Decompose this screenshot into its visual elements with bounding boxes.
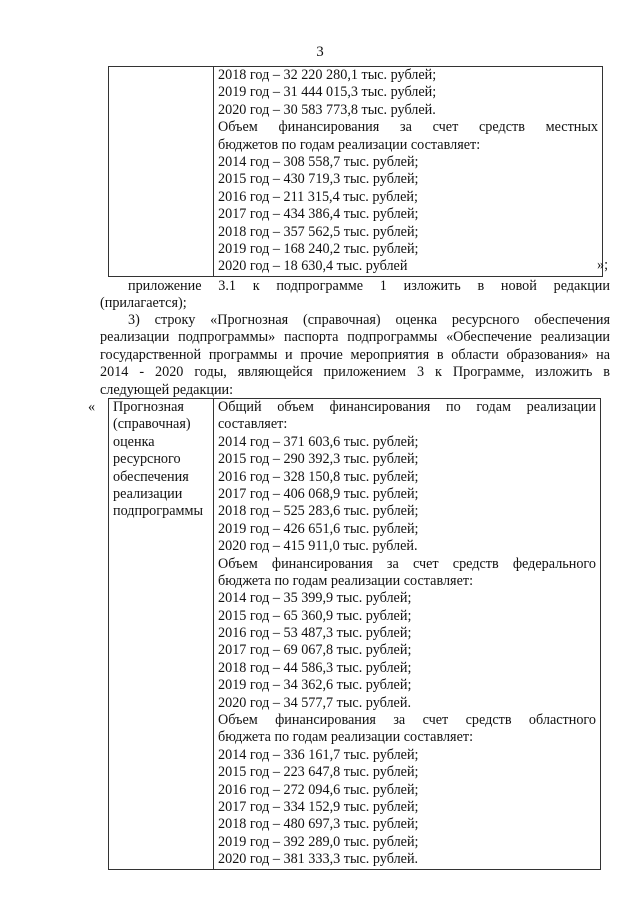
row-label-line: реализации (113, 485, 183, 502)
table2-line: Объем финансирования за счет средств федерального (218, 555, 596, 572)
table2-line: 2014 год – 371 603,6 тыс. рублей; (218, 433, 419, 450)
table1-line: Объем финансирования за счет средств местных (218, 119, 598, 136)
table2-line: 2015 год – 223 647,8 тыс. рублей; (218, 764, 419, 781)
paragraph-item-3 (100, 312, 610, 399)
row-label-line: обеспечения (113, 468, 189, 485)
table2-line: 2015 год – 65 360,9 тыс. рублей; (218, 607, 412, 624)
row-label-line: ресурсного (113, 451, 181, 468)
table1-line: 2020 год – 18 630,4 тыс. рублей (218, 258, 408, 275)
table2-line: 2018 год – 44 586,3 тыс. рублей; (218, 659, 412, 676)
table1-line: 2018 год – 357 562,5 тыс. рублей; (218, 223, 419, 240)
paragraph1-line: приложение 3.1 к подпрограмме 1 изложить в новой редакции (128, 278, 610, 294)
paragraph-appendix-3-1 (100, 278, 610, 313)
table2-line: 2017 год – 334 152,9 тыс. рублей; (218, 798, 419, 815)
table2-line: 2019 год – 426 651,6 тыс. рублей; (218, 520, 419, 537)
row-label-line: Прогнозная (113, 399, 184, 415)
table2-line: 2020 год – 381 333,3 тыс. рублей. (218, 851, 419, 868)
table2-line: Объем финансирования за счет средств областного (218, 712, 596, 729)
table1-line: бюджетов по годам реализации составляет: (218, 136, 481, 153)
table1-line: 2016 год – 211 315,4 тыс. рублей; (218, 188, 418, 205)
opening-quote-mark: « (88, 399, 96, 415)
table2-line: составляет: (218, 416, 288, 433)
table2-line: 2016 год – 272 094,6 тыс. рублей; (218, 781, 419, 798)
resource-estimate-table (108, 398, 601, 870)
closing-quote-mark: »; (597, 257, 609, 273)
table2-line: бюджета по годам реализации составляет: (218, 572, 474, 589)
table2-line: 2019 год – 34 362,6 тыс. рублей; (218, 677, 412, 694)
paragraph2-line: следующей редакции: (100, 381, 234, 398)
table2-line: Общий объем финансирования по годам реализации (218, 399, 596, 415)
funding-table-continued (108, 66, 603, 277)
paragraph2-line: реализации подпрограммы» паспорта подпрограммы «Обеспечение реализации (100, 329, 610, 346)
table2-line: 2017 год – 69 067,8 тыс. рублей; (218, 642, 412, 659)
table-content-cell (214, 67, 603, 277)
table2-line: 2020 год – 34 577,7 тыс. рублей. (218, 694, 411, 711)
table1-line: 2017 год – 434 386,4 тыс. рублей; (218, 206, 419, 223)
table1-line: 2018 год – 32 220 280,1 тыс. рублей; (218, 67, 437, 83)
table2-line: 2017 год – 406 068,9 тыс. рублей; (218, 485, 419, 502)
table2-line: 2016 год – 328 150,8 тыс. рублей; (218, 468, 419, 485)
row-label-line: оценка (113, 433, 155, 450)
page-number: 3 (316, 44, 324, 60)
paragraph2-line: государственной программы и прочие мероприятия в области образования» на (100, 346, 610, 363)
table1-line: 2014 год – 308 558,7 тыс. рублей; (218, 153, 419, 170)
table2-line: 2018 год – 525 283,6 тыс. рублей; (218, 503, 419, 520)
table1-line: 2015 год – 430 719,3 тыс. рублей; (218, 171, 419, 188)
row-label-line: подпрограммы (113, 503, 203, 520)
table2-line: 2019 год – 392 289,0 тыс. рублей; (218, 833, 419, 850)
table-content-cell (214, 399, 601, 870)
table2-line: 2014 год – 35 399,9 тыс. рублей; (218, 590, 412, 607)
paragraph2-line: 2014 - 2020 годы, являющейся приложением 3 к Программе, изложить в (100, 364, 610, 381)
table2-line: 2020 год – 415 911,0 тыс. рублей. (218, 538, 418, 555)
table-label-cell-empty (109, 67, 214, 277)
table1-line: 2019 год – 168 240,2 тыс. рублей; (218, 240, 419, 257)
table1-line: 2019 год – 31 444 015,3 тыс. рублей; (218, 84, 437, 101)
table-row-label (109, 399, 214, 870)
table2-line: 2016 год – 53 487,3 тыс. рублей; (218, 625, 412, 642)
row-label-line: (справочная) (113, 416, 191, 433)
table2-line: 2014 год – 336 161,7 тыс. рублей; (218, 746, 419, 763)
paragraph1-line: (прилагается); (100, 295, 187, 312)
table2-line: бюджета по годам реализации составляет: (218, 729, 474, 746)
table2-line: 2018 год – 480 697,3 тыс. рублей; (218, 816, 419, 833)
table1-line: 2020 год – 30 583 773,8 тыс. рублей. (218, 101, 436, 118)
paragraph2-line: 3) строку «Прогнозная (справочная) оценка ресурсного обеспечения (128, 312, 610, 328)
table2-line: 2015 год – 290 392,3 тыс. рублей; (218, 451, 419, 468)
